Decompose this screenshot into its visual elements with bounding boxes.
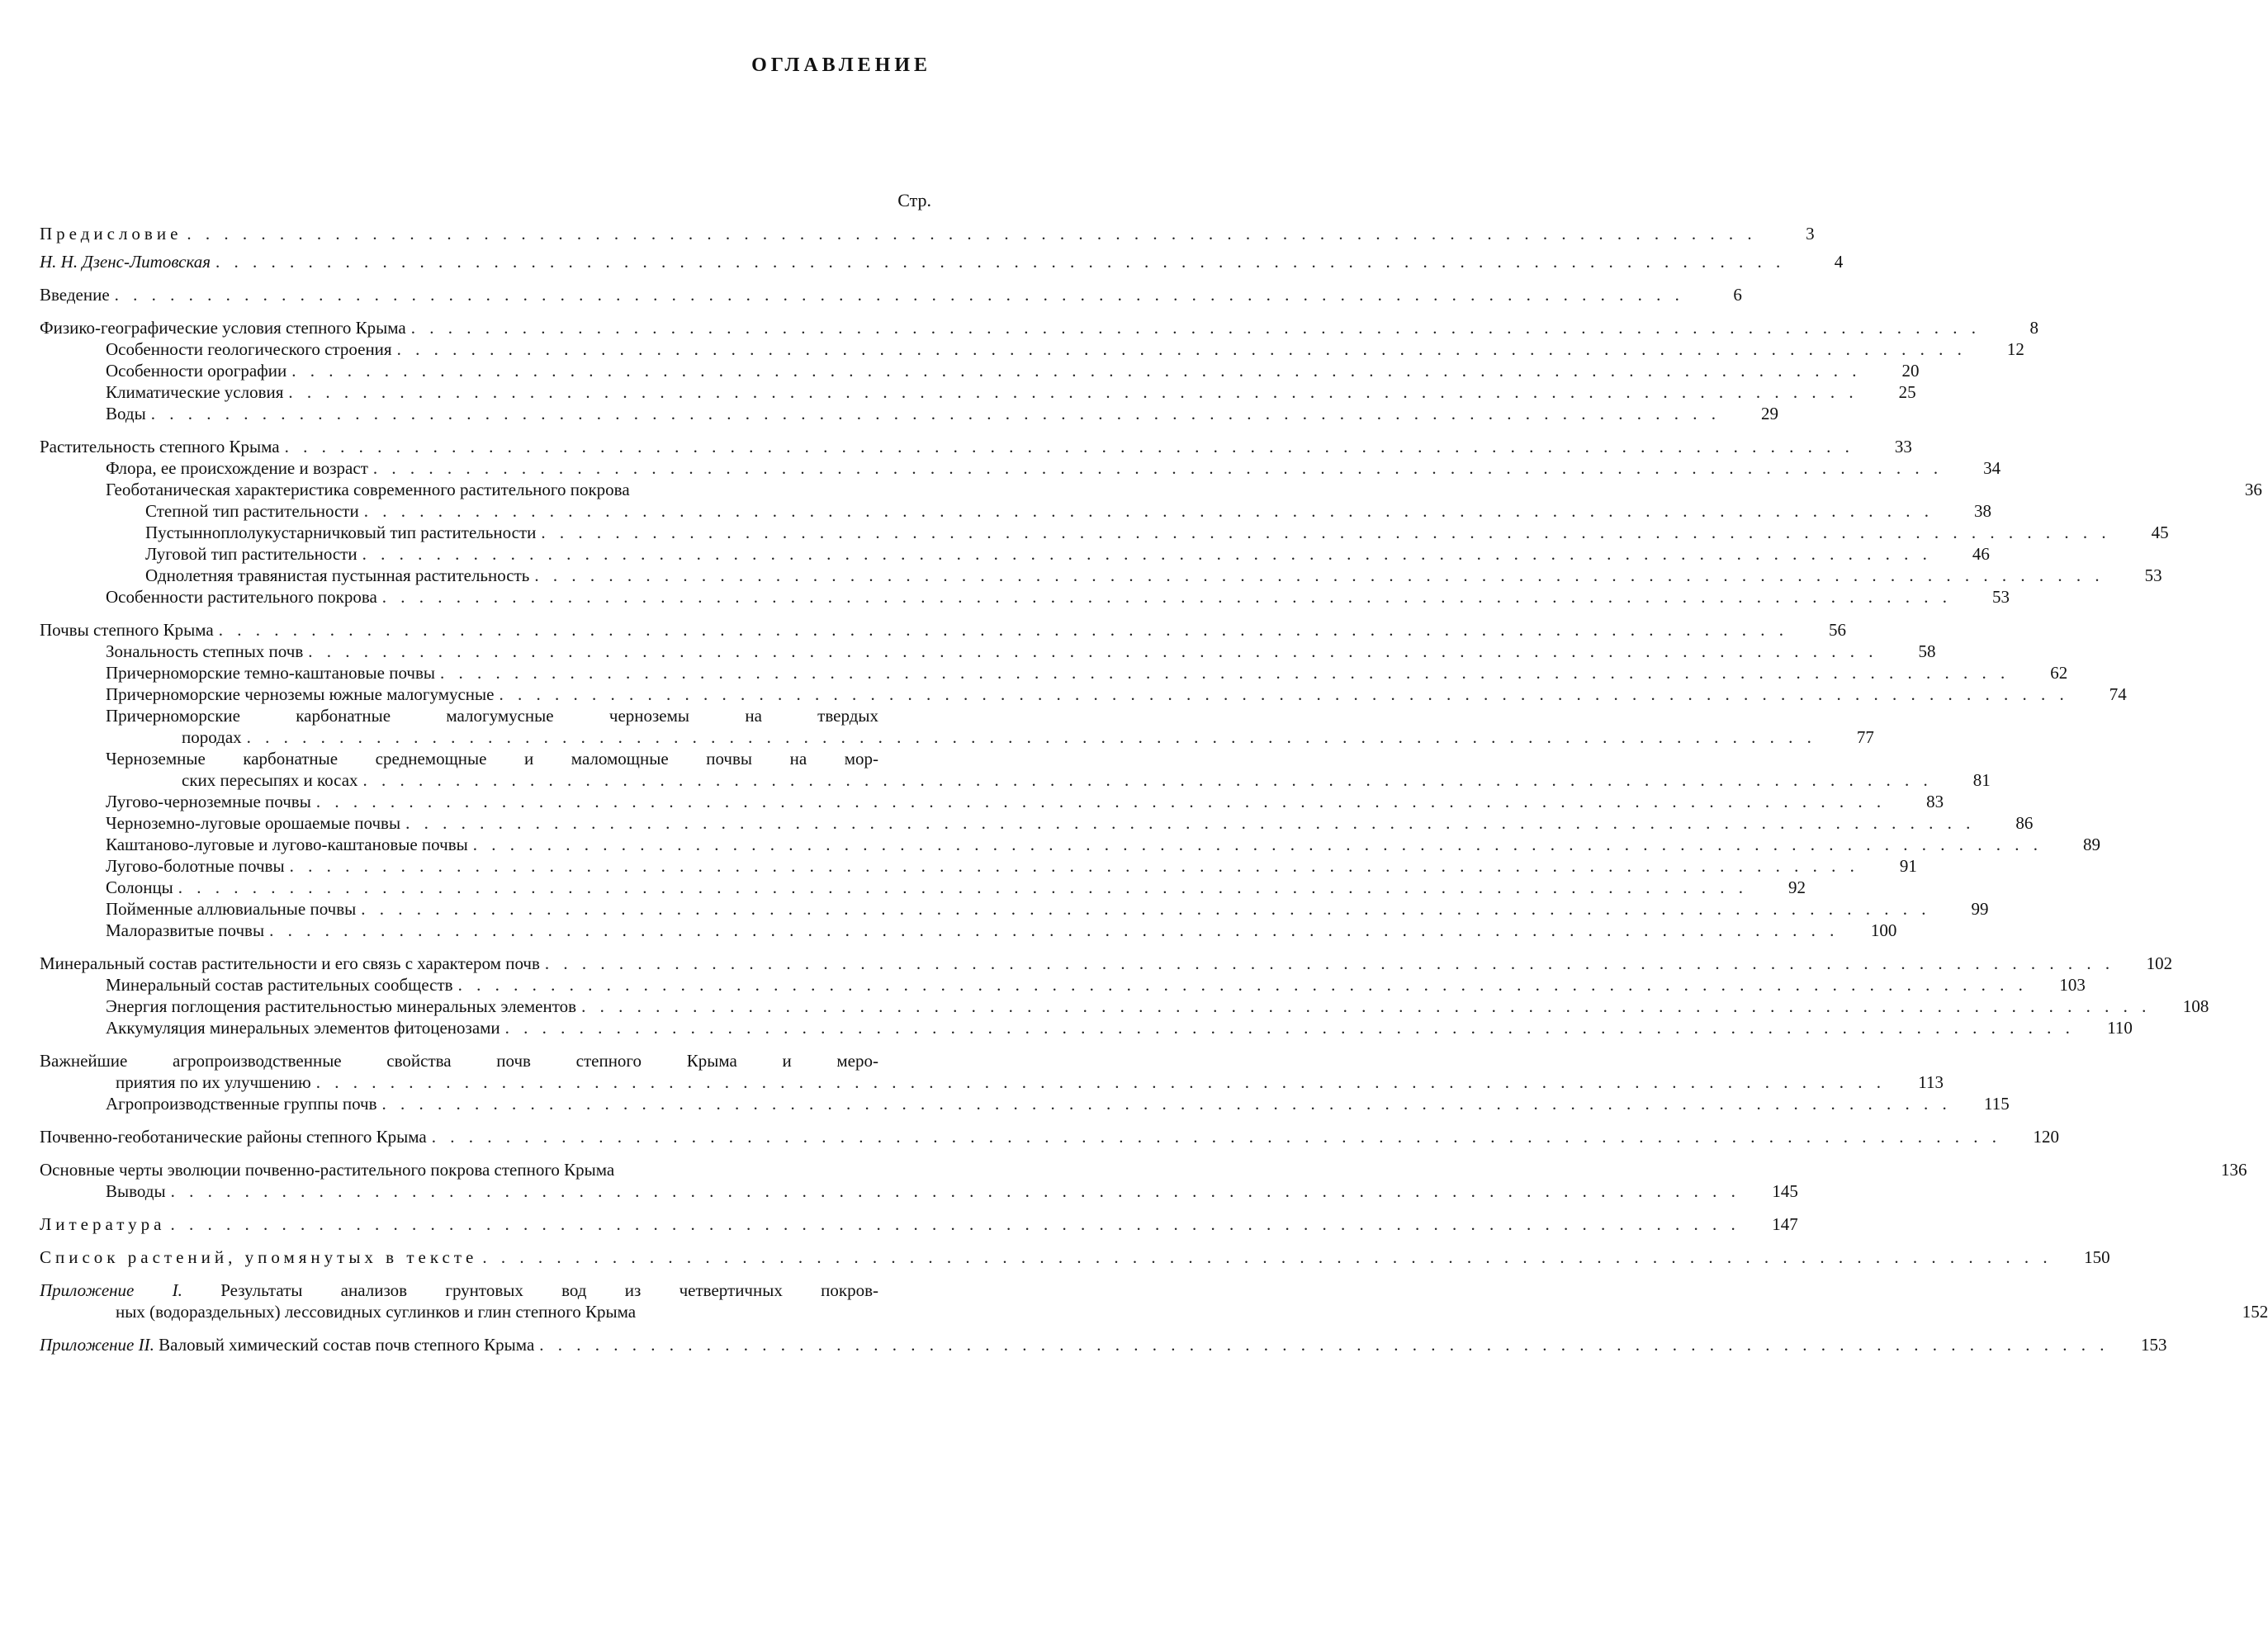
- toc-entry-title: [145, 543, 357, 565]
- toc-entry-title: [106, 403, 146, 424]
- toc-entry-text: Однолетняя травянистая пустынная растительность: [145, 565, 530, 585]
- toc-entry-line2: [106, 769, 1991, 791]
- toc-entry-title: [106, 683, 494, 705]
- toc-entry-text: Климатические условия: [106, 382, 284, 402]
- toc-entry-page: 108: [2182, 996, 2209, 1016]
- toc-entry-title: [182, 726, 242, 748]
- dot-leader: [187, 223, 1756, 244]
- toc-entry-page: 150: [2084, 1247, 2110, 1267]
- toc-entry-title: [145, 522, 536, 543]
- toc-entry-page: 136: [2221, 1160, 2247, 1180]
- toc-entry-text: Литература: [40, 1214, 166, 1234]
- toc-entry: [40, 403, 1778, 424]
- toc-entry: [40, 457, 2001, 479]
- toc-entry-text: Черноземно-луговые орошаемые почвы: [106, 813, 401, 833]
- toc-entry-text: Агропроизводственные группы почв: [106, 1094, 377, 1114]
- toc-entry-line2: [40, 1301, 2268, 1322]
- toc-entry-text: Лугово-черноземные почвы: [106, 792, 311, 811]
- toc-entry-title: [40, 284, 110, 305]
- toc-entry-text: Луговой тип растительности: [145, 544, 357, 564]
- toc-entry: [40, 317, 2038, 338]
- toc-entry-title: [40, 1334, 534, 1355]
- toc-entry: [40, 834, 2100, 855]
- toc-entry-prefix: Приложение I.: [40, 1280, 221, 1300]
- dot-leader: [364, 500, 1934, 522]
- dot-leader: [458, 974, 2028, 996]
- toc-entry: [40, 974, 2086, 996]
- toc-entry-title: [106, 834, 468, 855]
- dot-leader: [285, 436, 1854, 457]
- toc-entry-text: Геоботаническая характеристика современного растительного покрова: [106, 480, 630, 499]
- dot-leader: [541, 522, 2110, 543]
- toc-entry: [40, 1093, 2010, 1114]
- toc-entry-page: 103: [2059, 975, 2086, 995]
- toc-entry: [40, 1213, 1798, 1235]
- toc-entry-text: Каштаново-луговые и лугово-каштановые почвы: [106, 835, 468, 854]
- toc-entry-page: 120: [2033, 1127, 2059, 1147]
- toc-entry-page: 33: [1894, 437, 1912, 456]
- dot-leader: [534, 565, 2104, 586]
- toc-entry-title: [116, 1071, 311, 1093]
- dot-leader: [171, 1180, 1740, 1202]
- toc-entry-text: Особенности геологического строения: [106, 339, 392, 359]
- toc-entry-line1: [106, 748, 940, 769]
- toc-entry-text: Н. Н. Дзенс-Литовская: [40, 252, 211, 272]
- toc-entry: [40, 360, 1920, 381]
- toc-entry-text: Почвы степного Крыма: [40, 620, 214, 640]
- page-heading: ОГЛАВЛЕНИЕ: [751, 54, 931, 76]
- toc-entry: [40, 543, 1990, 565]
- toc-entry-title: [106, 360, 286, 381]
- toc-entry-page: 99: [1971, 899, 1989, 919]
- toc-entry-line1: [40, 1279, 940, 1301]
- toc-entry-title: [40, 953, 540, 974]
- toc-entry-title: [106, 479, 630, 500]
- dot-leader: [151, 403, 1721, 424]
- toc-entry-text: породах: [182, 727, 242, 747]
- toc-entry: [40, 641, 1936, 662]
- dot-leader: [115, 284, 1684, 305]
- dot-leader: [473, 834, 2043, 855]
- toc-entry-title: [40, 317, 406, 338]
- toc-entry-text: Особенности растительного покрова: [106, 587, 377, 607]
- dot-leader: [397, 338, 1967, 360]
- toc-entry: [40, 812, 2034, 834]
- toc-entry-title: [40, 619, 214, 641]
- toc-entry-text: Зональность степных почв: [106, 641, 304, 661]
- toc-entry: [40, 479, 2262, 500]
- dot-leader: [316, 1071, 1886, 1093]
- toc-entry-title: [106, 974, 453, 996]
- toc-entry-text: Минеральный состав растительных сообществ: [106, 975, 453, 995]
- toc-entry-title: [106, 855, 285, 877]
- toc-entry-text: Аккумуляция минеральных элементов фитоценозами: [106, 1018, 500, 1038]
- toc-entry: [40, 683, 2127, 705]
- toc-entry-title: [145, 500, 359, 522]
- toc-entry-page: 45: [2151, 523, 2169, 542]
- toc-entry-text: Флора, ее происхождение и возраст: [106, 458, 368, 478]
- toc-entry-title: [106, 381, 283, 403]
- toc-entry-line1-text: Черноземные карбонатные среднемощные и маломощные почвы на мор-: [106, 749, 878, 769]
- toc-entry-text: Предисловие: [40, 224, 182, 244]
- toc-entry: [40, 855, 1917, 877]
- dot-leader: [505, 1017, 2075, 1038]
- dot-leader: [545, 953, 2114, 974]
- toc-entry: [40, 338, 2024, 360]
- toc-entry-text: Растительность степного Крыма: [40, 437, 280, 456]
- toc-entry: [40, 920, 1897, 941]
- toc-entry: [40, 953, 2173, 974]
- toc-entry-page: 8: [2029, 318, 2038, 338]
- toc-entry-page: 62: [2050, 663, 2068, 683]
- toc-entry-title: [106, 1180, 166, 1202]
- toc-entry: [40, 1180, 1798, 1202]
- toc-entry-prefix: Приложение II.: [40, 1335, 159, 1355]
- toc-entry-page: 147: [1772, 1214, 1798, 1234]
- toc-entry-page: 56: [1828, 620, 1846, 640]
- toc-entry: [40, 1050, 1944, 1093]
- toc-entry-text: ских пересыпях и косах: [182, 770, 358, 790]
- toc-entry: [40, 791, 1944, 812]
- dot-leader: [581, 996, 2151, 1017]
- toc-entry: [40, 1017, 2133, 1038]
- toc-entry-title: [106, 996, 576, 1017]
- toc-entry: [40, 223, 1815, 244]
- toc-entry-text: Валовый химический состав почв степного Крыма: [159, 1335, 535, 1355]
- toc-entry-page: 153: [2141, 1335, 2167, 1355]
- dot-leader: [373, 457, 1943, 479]
- page-column-label: Стр.: [897, 190, 931, 210]
- toc-entry-title: [40, 436, 280, 457]
- toc-entry: [40, 877, 1806, 898]
- toc-entry-title: [106, 791, 311, 812]
- toc-entry-title: [182, 769, 358, 791]
- toc-entry-page: 58: [1918, 641, 1936, 661]
- toc-entry: [40, 996, 2209, 1017]
- toc-entry-text: Почвенно-геоботанические районы степного Крыма: [40, 1127, 427, 1147]
- toc-entry-text: Физико-географические условия степного Крыма: [40, 318, 406, 338]
- toc-entry-page: 115: [1984, 1094, 2010, 1114]
- dot-leader: [382, 586, 1952, 608]
- toc-entry-line1: [106, 705, 940, 726]
- toc-entry: [40, 1246, 2110, 1268]
- toc-entry-page: 83: [1926, 792, 1944, 811]
- toc-entry-page: 110: [2107, 1018, 2133, 1038]
- toc-entry-title: [40, 223, 182, 244]
- toc-entry-title: [145, 565, 529, 586]
- toc-entry: [40, 436, 1912, 457]
- dot-leader: [362, 543, 1932, 565]
- toc-entry-title: [40, 1159, 614, 1180]
- toc-entry-title: [106, 641, 303, 662]
- toc-entry-page: 53: [1992, 587, 2010, 607]
- toc-entry-page: 36: [2244, 480, 2262, 499]
- toc-entry-page: 81: [1972, 770, 1991, 790]
- toc-entry-page: 77: [1856, 727, 1874, 747]
- toc-entry-page: 20: [1901, 361, 1920, 381]
- toc-entry-text: Причерноморские темно-каштановые почвы: [106, 663, 436, 683]
- dot-leader: [539, 1334, 2109, 1355]
- toc-entry-page: 145: [1772, 1181, 1798, 1201]
- toc-entry: [40, 1279, 2268, 1322]
- toc-entry-text: Минеральный состав растительности и его связь с характером почв: [40, 953, 540, 973]
- dot-leader: [215, 251, 1785, 272]
- toc-entry-title: [106, 920, 264, 941]
- toc-entry-line1-text: Важнейшие агропроизводственные свойства почв степного Крыма и меро-: [40, 1051, 878, 1071]
- toc-entry: [40, 284, 1742, 305]
- dot-leader: [247, 726, 1816, 748]
- toc-entry-title: [106, 1093, 377, 1114]
- dot-leader: [499, 683, 2068, 705]
- toc-entry-title: [106, 338, 392, 360]
- toc-entry-text: Основные черты эволюции почвенно-растительного покрова степного Крыма: [40, 1160, 615, 1180]
- toc-entry-page: 113: [1918, 1072, 1944, 1092]
- toc-entry-page: 91: [1899, 856, 1917, 876]
- dot-leader: [482, 1246, 2052, 1268]
- dot-leader: [219, 619, 1788, 641]
- toc-entry-text: Степной тип растительности: [145, 501, 359, 521]
- toc-entry: [40, 1334, 2167, 1355]
- toc-entry: [40, 1126, 2059, 1147]
- dot-leader: [440, 662, 2010, 683]
- toc-entry-page: 38: [1973, 501, 1991, 521]
- dot-leader: [308, 641, 1877, 662]
- dot-leader: [411, 317, 1981, 338]
- toc-entry: [40, 381, 1916, 403]
- toc-entry-title: [106, 586, 377, 608]
- toc-entry-line1: [40, 1050, 940, 1071]
- toc-entry: [40, 500, 1991, 522]
- toc-entry-page: 53: [2144, 565, 2162, 585]
- dot-leader: [382, 1093, 1952, 1114]
- toc-entry-title: [106, 1017, 500, 1038]
- toc-entry: [40, 748, 1991, 791]
- toc-entry-title: [106, 662, 435, 683]
- toc-entry-page: 25: [1898, 382, 1916, 402]
- dot-leader: [405, 812, 1975, 834]
- toc-entry-text: Выводы: [106, 1181, 166, 1201]
- toc-entry-page: 86: [2015, 813, 2034, 833]
- toc-entry-page: 89: [2082, 835, 2100, 854]
- toc-entry-page: 29: [1760, 404, 1778, 423]
- toc-entry-line1-text: Причерноморские карбонатные малогумусные черноземы на твердых: [106, 706, 878, 726]
- toc-entry-text: Воды: [106, 404, 146, 423]
- toc-entry-page: 92: [1788, 877, 1806, 897]
- toc-entry: [40, 662, 2068, 683]
- toc-entry-text: Причерноморские черноземы южные малогумусные: [106, 684, 495, 704]
- toc-entry: [40, 251, 1844, 272]
- dot-leader: [178, 877, 1748, 898]
- toc-entry-page: 6: [1733, 285, 1742, 305]
- dot-leader: [363, 769, 1933, 791]
- toc-entry-title: [106, 877, 173, 898]
- toc-entry-page: 152: [2242, 1302, 2268, 1322]
- toc-entry-page: 74: [2109, 684, 2127, 704]
- toc-entry-title: [40, 1213, 165, 1235]
- toc-entry-text: Солонцы: [106, 877, 173, 897]
- toc-entry-page: 100: [1870, 920, 1897, 940]
- dot-leader: [269, 920, 1839, 941]
- toc-entry-text: Особенности орографии: [106, 361, 287, 381]
- toc-entry-line2: [40, 1071, 1944, 1093]
- toc-entry-text: приятия по их улучшению: [116, 1072, 311, 1092]
- toc-entry-page: 102: [2146, 953, 2173, 973]
- toc-entry-title: [40, 1246, 477, 1268]
- toc-entry: [40, 1159, 2247, 1180]
- toc-entry-text: Пустынноплолукустарничковый тип растительности: [145, 523, 537, 542]
- dot-leader: [290, 855, 1859, 877]
- dot-leader: [432, 1126, 2001, 1147]
- toc-entry-title: [106, 457, 368, 479]
- toc-entry: [40, 705, 1874, 748]
- dot-leader: [361, 898, 1930, 920]
- dot-leader: [170, 1213, 1740, 1235]
- toc-entry-page: 3: [1806, 224, 1815, 244]
- toc-entry-title: [106, 812, 400, 834]
- toc-entry-title: [40, 251, 211, 272]
- toc-entry-line1-text: Результаты анализов грунтовых вод из четвертичных покров-: [220, 1280, 878, 1300]
- toc-entry-text: Пойменные аллювиальные почвы: [106, 899, 357, 919]
- toc-entry-title: [106, 898, 356, 920]
- toc-entry-text: Введение: [40, 285, 110, 305]
- toc-entry-text: Энергия поглощения растительностью минеральных элементов: [106, 996, 577, 1016]
- toc-entry-text: Малоразвитые почвы: [106, 920, 265, 940]
- toc-entry: [40, 898, 1989, 920]
- table-of-contents: [40, 223, 2268, 1355]
- toc-entry-title: [40, 1126, 427, 1147]
- toc-entry-line2: [106, 726, 1874, 748]
- toc-entry: [40, 586, 2010, 608]
- dot-leader: [288, 381, 1858, 403]
- toc-entry-page: 34: [1983, 458, 2001, 478]
- toc-entry: [40, 565, 2162, 586]
- toc-entry-text: Список растений, упомянутых в тексте: [40, 1247, 478, 1267]
- dot-leader: [291, 360, 1861, 381]
- dot-leader: [316, 791, 1886, 812]
- toc-entry-page: 4: [1834, 252, 1844, 272]
- toc-entry-text: ных (водораздельных) лессовидных суглинков и глин степного Крыма: [116, 1302, 637, 1322]
- toc-entry-page: 12: [2006, 339, 2024, 359]
- toc-entry-title: [116, 1301, 636, 1322]
- toc-entry-text: Лугово-болотные почвы: [106, 856, 285, 876]
- toc-entry-page: 46: [1972, 544, 1990, 564]
- toc-entry: [40, 619, 1846, 641]
- toc-entry: [40, 522, 2169, 543]
